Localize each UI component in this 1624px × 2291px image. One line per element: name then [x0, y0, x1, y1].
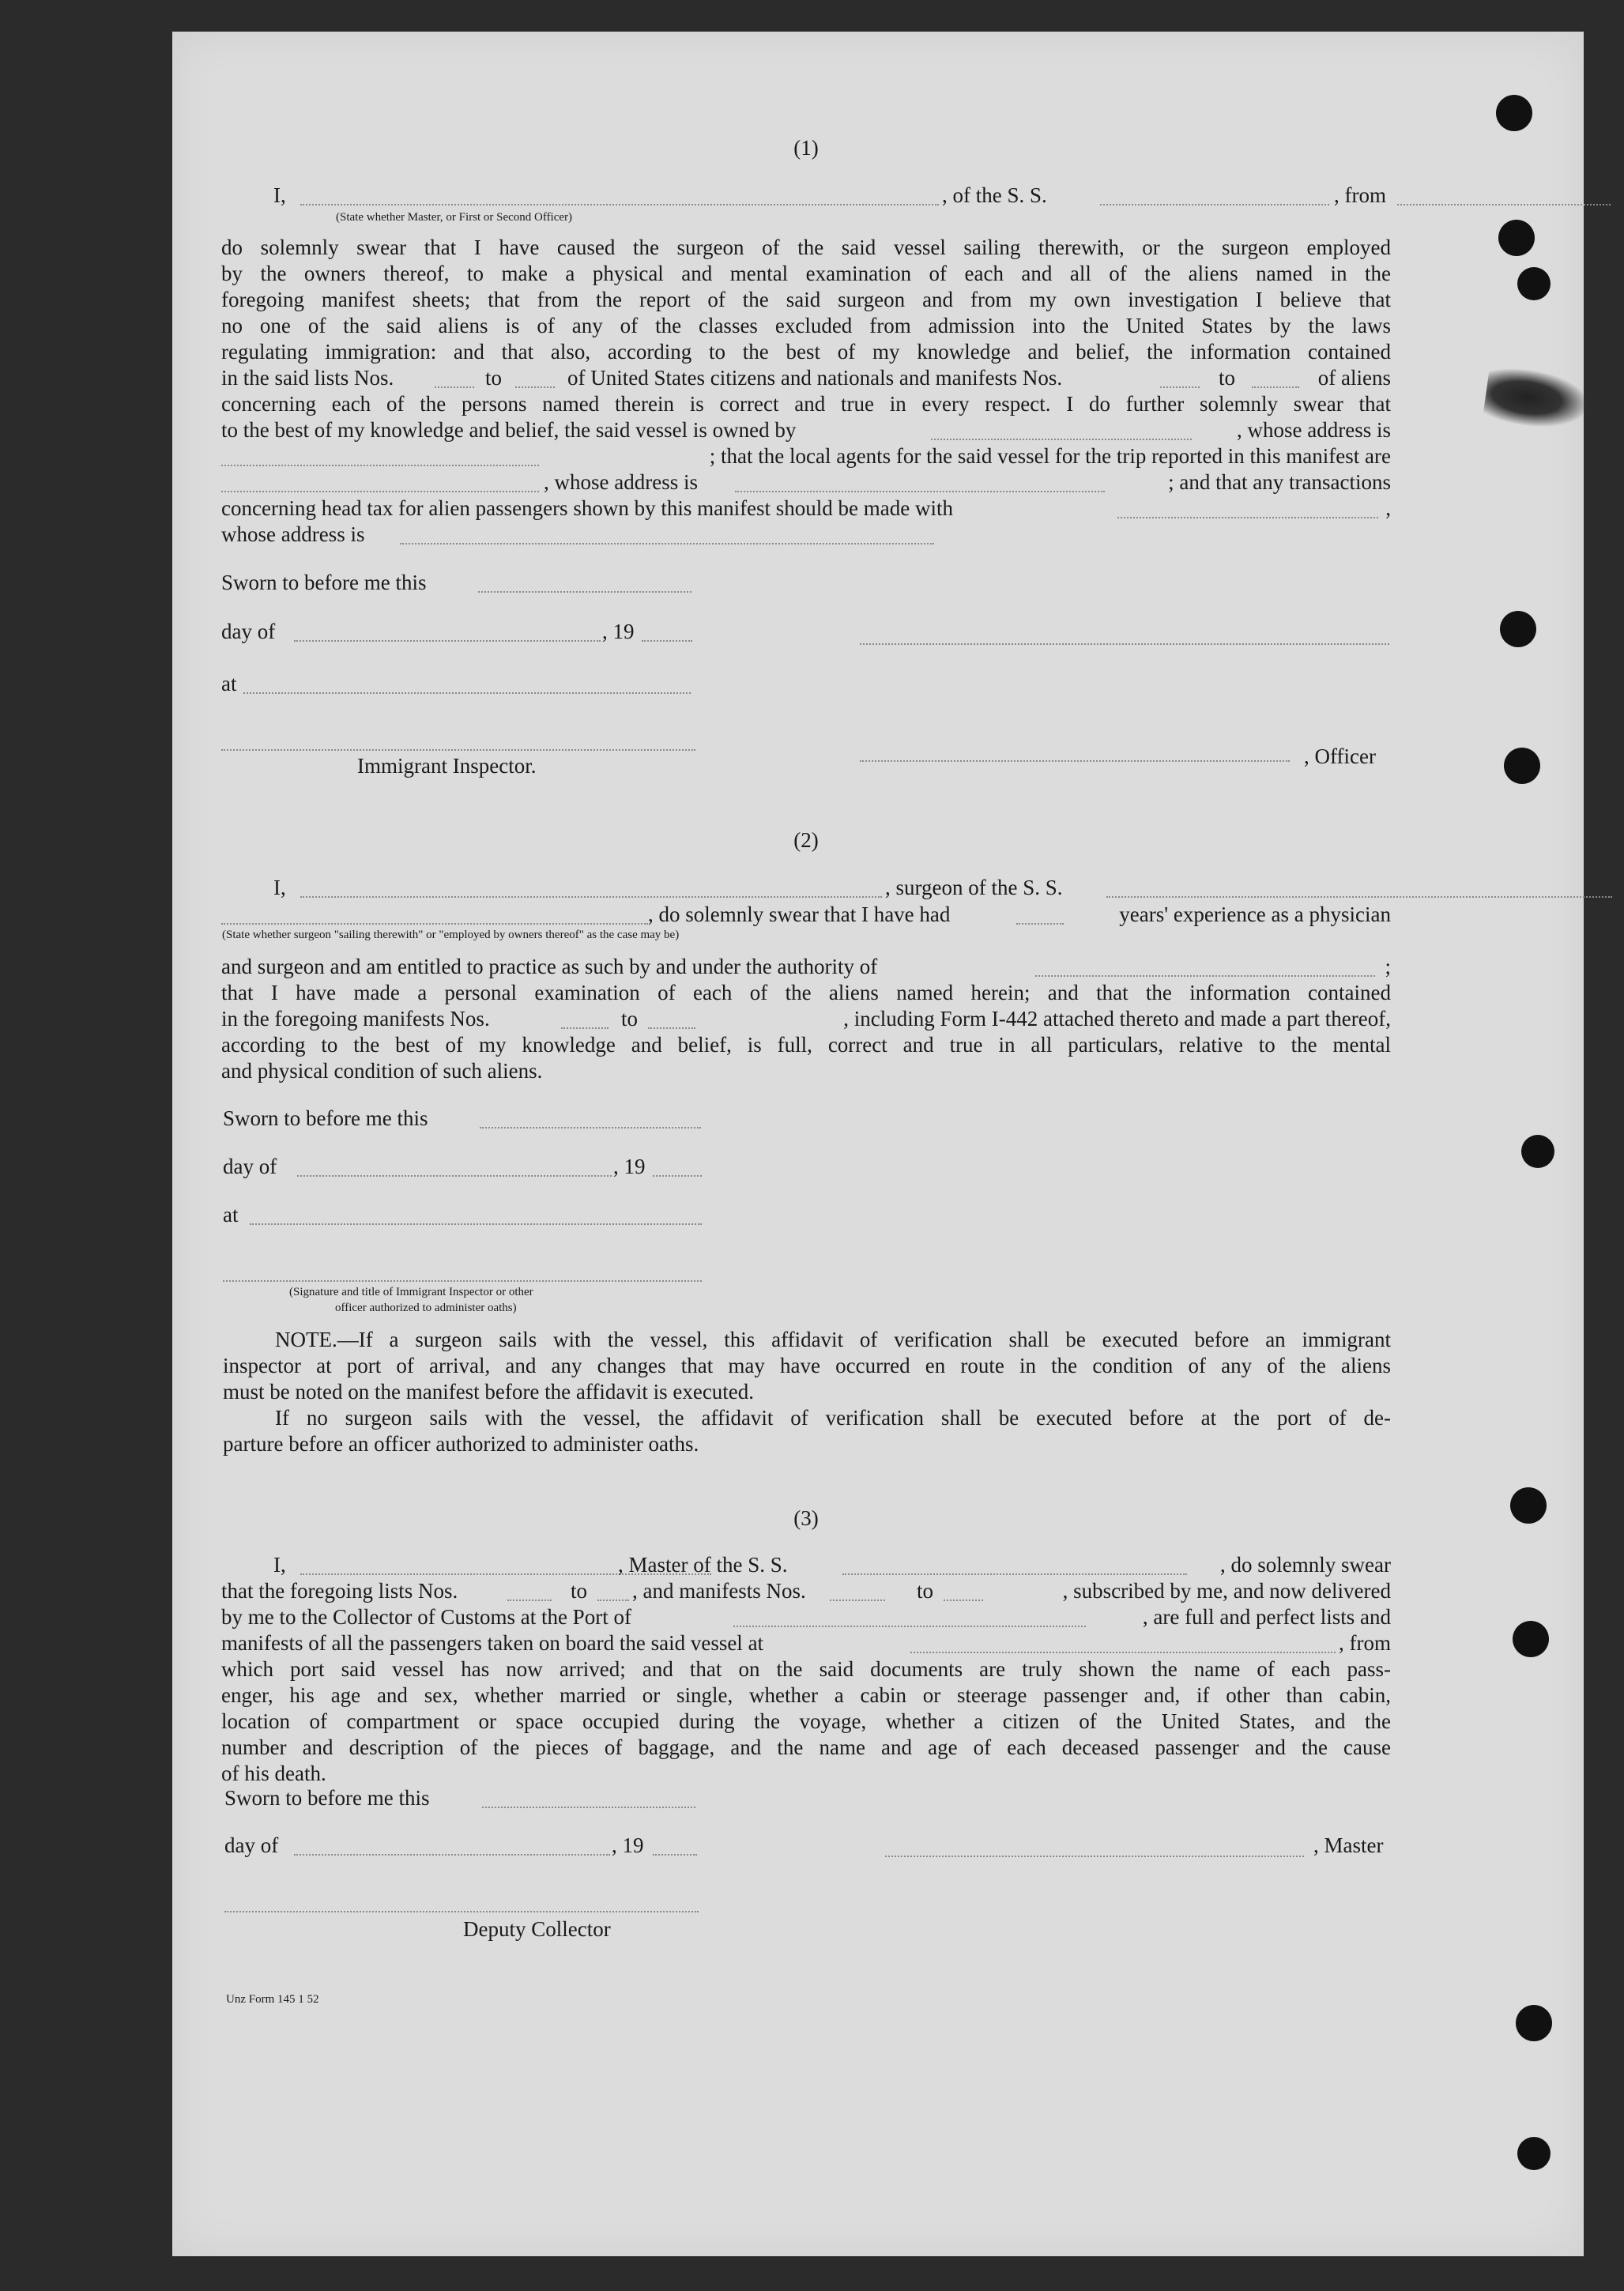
s1-agents-blank[interactable] — [221, 472, 539, 492]
s2-ss-label: , surgeon of the S. S. — [885, 876, 1063, 899]
section-1-number: (1) — [793, 136, 819, 160]
s2-body2-1: and physical condition of such aliens. — [221, 1059, 543, 1083]
binder-hole — [1500, 611, 1536, 647]
s3-year-blank[interactable] — [653, 1854, 697, 1856]
s3-year: , 19 — [612, 1833, 644, 1857]
s3-to2: to — [917, 1579, 934, 1603]
s1-day-blank[interactable] — [294, 640, 601, 642]
s1-head-tax-label: concerning head tax for alien passengers shown by this manifest should be made with — [221, 496, 954, 520]
s3-delivered-label: , subscribed by me, and now delivered — [1062, 1579, 1391, 1603]
s1-addr-label: whose address is — [221, 522, 365, 546]
s3-port-label: by me to the Collector of Customs at the Port of — [221, 1605, 631, 1629]
s2-day-blank[interactable] — [297, 1175, 612, 1177]
s3-manifest-from-blank[interactable] — [830, 1581, 885, 1601]
s3-body-3: number and description of the pieces of baggage, and the name and age of each deceased passenger and the cause — [221, 1735, 1391, 1759]
s1-officer-blank[interactable] — [300, 185, 939, 205]
s3-body-4: of his death. — [221, 1762, 326, 1785]
s2-sworn: Sworn to before me this — [223, 1106, 428, 1130]
s1-agents-address-blank[interactable] — [735, 472, 1105, 492]
s1-owner-address-label: , whose address is — [1237, 418, 1391, 442]
s1-head-tax-blank[interactable] — [1117, 498, 1378, 518]
s2-body-0: that I have made a personal examination of each of the aliens named herein; and that the information contained — [221, 981, 1391, 1004]
s1-manifest-from-blank[interactable] — [1160, 367, 1200, 388]
s1-head-tax-comma: , — [1385, 496, 1391, 520]
s3-sworn: Sworn to before me this — [224, 1786, 430, 1810]
s1-l1-i: I, — [273, 183, 286, 207]
s2-dayof: day of — [223, 1155, 277, 1178]
s1-body-4: regulating immigration: and that also, according to the best of my knowledge and belief, the information contained — [221, 340, 1391, 364]
binder-hole — [1517, 267, 1551, 300]
s3-dayof: day of — [224, 1833, 279, 1857]
s1-year-blank[interactable] — [642, 640, 692, 642]
s3-master-sign-blank[interactable] — [885, 1856, 1304, 1857]
s2-form-label: , including Form I-442 attached thereto and made a part thereof, — [843, 1007, 1391, 1031]
s1-owned-label: to the best of my knowledge and belief, the said vessel is owned by — [221, 418, 797, 442]
s1-body-1: by the owners thereof, to make a physical and mental examination of each and all of the aliens named in the — [221, 262, 1391, 285]
s1-nos-to: to — [485, 366, 503, 390]
s1-officer-label: , Officer — [1304, 744, 1376, 768]
s1-inspector-sign-blank[interactable] — [221, 749, 695, 751]
binder-hole — [1498, 220, 1535, 256]
s3-body-2: location of compartment or space occupied during the voyage, whether a citizen of the United States, and the — [221, 1709, 1391, 1733]
s1-officer-name-blank[interactable] — [860, 760, 1290, 762]
s2-year: , 19 — [613, 1155, 646, 1178]
s1-at-blank[interactable] — [243, 692, 691, 694]
s1-concerning: concerning each of the persons named therein is correct and true in every respect. I do further solemnly swear that — [221, 392, 1391, 416]
s2-years-blank[interactable] — [1016, 904, 1064, 925]
s1-dayof: day of — [221, 620, 276, 643]
s3-manifests-label: , and manifests Nos. — [632, 1579, 806, 1603]
s1-sworn-blank[interactable] — [478, 591, 691, 593]
s3-sworn-blank[interactable] — [482, 1807, 695, 1808]
s1-owner-address-blank[interactable] — [221, 446, 539, 466]
s1-list-to-blank[interactable] — [515, 367, 555, 388]
s2-manifests-label: in the foregoing manifests Nos. — [221, 1007, 490, 1031]
note-p2-1: parture before an officer authorized to administer oaths. — [223, 1432, 699, 1456]
s1-sworn: Sworn to before me this — [221, 571, 427, 594]
s1-at: at — [221, 672, 237, 695]
s3-manifest-to-blank[interactable] — [944, 1581, 983, 1601]
s2-l1-i: I, — [273, 876, 286, 899]
s2-years-label: years' experience as a physician — [1119, 902, 1391, 926]
binder-hole — [1517, 2137, 1551, 2170]
s2-at-blank[interactable] — [250, 1223, 702, 1225]
s3-swear-label: , do solemnly swear — [1220, 1553, 1391, 1577]
s1-nos-to2: to — [1219, 366, 1236, 390]
s2-sailing-note: (State whether surgeon "sailing therewith" or "employed by owners thereof" as the case may be) — [222, 929, 680, 941]
binder-hole — [1516, 2005, 1552, 2041]
s2-semicolon: ; — [1385, 955, 1391, 978]
binder-hole — [1513, 1621, 1549, 1657]
s3-port-blank[interactable] — [733, 1607, 1086, 1627]
s3-to: to — [571, 1579, 588, 1603]
s3-body-1: enger, his age and sex, whether married or single, whether a cabin or steerage passenger and, if other than cabin, — [221, 1683, 1391, 1707]
binder-hole — [1504, 748, 1540, 784]
binder-hole — [1521, 1135, 1554, 1168]
s2-manifest-from-blank[interactable] — [561, 1008, 609, 1029]
s3-ss-label: , Master of the S. S. — [618, 1553, 788, 1577]
s2-at: at — [223, 1203, 239, 1227]
s2-sworn-blank[interactable] — [480, 1127, 701, 1129]
s1-agents-address-label: , whose address is — [544, 470, 698, 494]
section-2-number: (2) — [793, 828, 819, 852]
s2-signature-blank[interactable] — [223, 1280, 702, 1282]
s1-ship-blank[interactable] — [1100, 185, 1329, 205]
s1-agents-label: ; that the local agents for the said vessel for the trip reported in this manifest are — [709, 444, 1391, 468]
s2-sig-note-0: (Signature and title of Immigrant Inspector or other — [289, 1286, 533, 1298]
s3-list-to-blank[interactable] — [597, 1581, 629, 1601]
s1-manifest-to-blank[interactable] — [1252, 367, 1299, 388]
note-p1-1: inspector at port of arrival, and any changes that may have occurred en route in the condition of any of the aliens — [223, 1354, 1391, 1377]
s3-board-port-blank[interactable] — [910, 1633, 1336, 1653]
s3-deputy-label: Deputy Collector — [463, 1917, 611, 1941]
s3-body-0: which port said vessel has now arrived; and that on the said documents are truly shown the name of each pass- — [221, 1657, 1391, 1681]
binder-hole — [1496, 95, 1532, 131]
s1-list-from-blank[interactable] — [435, 367, 474, 388]
s3-day-blank[interactable] — [294, 1854, 610, 1856]
s1-citizens-label: of United States citizens and nationals and manifests Nos. — [567, 366, 1063, 390]
s1-l1-from: , from — [1334, 183, 1386, 207]
s1-body-0: do solemnly swear that I have caused the surgeon of the said vessel sailing therewith, or the surgeon employed — [221, 236, 1391, 259]
s2-to: to — [621, 1007, 639, 1031]
s3-board-label: manifests of all the passengers taken on board the said vessel at — [221, 1631, 764, 1655]
s1-officer-sign-blank[interactable] — [860, 643, 1389, 645]
s2-swear-label: , do solemnly swear that I have had — [648, 902, 951, 926]
note-p2-0: If no surgeon sails with the vessel, the affidavit of verification shall be executed before at the port of de- — [275, 1406, 1391, 1430]
s3-deputy-sign-blank[interactable] — [224, 1911, 699, 1912]
s3-ship-blank[interactable] — [842, 1554, 1187, 1575]
s1-officer-note: (State whether Master, or First or Second Officer) — [336, 211, 573, 224]
s1-head-tax-address-blank[interactable] — [400, 524, 934, 544]
s1-inspector-label: Immigrant Inspector. — [357, 754, 537, 778]
s2-body2-0: according to the best of my knowledge and belief, is full, correct and true in all particulars, relative to the mental — [221, 1033, 1391, 1057]
s3-list-from-blank[interactable] — [507, 1581, 552, 1601]
s3-l1-i: I, — [273, 1553, 286, 1577]
s2-ship-blank[interactable] — [1106, 877, 1612, 898]
note-p1-0: NOTE.—If a surgeon sails with the vessel, this affidavit of verification shall be executed before an immigrant — [275, 1328, 1391, 1351]
s1-l1-ss: , of the S. S. — [942, 183, 1047, 207]
s3-master-label: , Master — [1313, 1833, 1384, 1857]
s1-body-2: foregoing manifest sheets; that from the report of the said surgeon and from my own investigation I believe that — [221, 288, 1391, 311]
s3-lists-perfect-label: , are full and perfect lists and — [1142, 1605, 1391, 1629]
s3-lists-label: that the foregoing lists Nos. — [221, 1579, 458, 1603]
s2-sig-note-1: officer authorized to administer oaths) — [335, 1302, 517, 1314]
s1-nos-label: in the said lists Nos. — [221, 366, 394, 390]
s3-from-label: , from — [1339, 1631, 1391, 1655]
s2-surgeon-name-blank[interactable] — [300, 877, 882, 898]
s2-year-blank[interactable] — [653, 1175, 702, 1177]
s2-manifest-to-blank[interactable] — [648, 1008, 695, 1029]
form-number: Unz Form 145 1 52 — [226, 1993, 319, 2006]
s2-authority-blank[interactable] — [1035, 956, 1375, 977]
s1-transactions-label: ; and that any transactions — [1168, 470, 1391, 494]
s2-sailing-blank[interactable] — [221, 904, 648, 925]
s1-owner-blank[interactable] — [931, 420, 1192, 440]
s1-from-blank[interactable] — [1397, 185, 1611, 205]
binder-hole — [1510, 1487, 1547, 1524]
s1-year: , 19 — [602, 620, 635, 643]
s1-aliens-label: of aliens — [1317, 366, 1391, 390]
note-p1-2: must be noted on the manifest before the affidavit is executed. — [223, 1380, 755, 1404]
section-3-number: (3) — [793, 1506, 819, 1530]
s2-authority-label: and surgeon and am entitled to practice as such by and under the authority of — [221, 955, 878, 978]
s1-body-3: no one of the said aliens is of any of the classes excluded from admission into the United States by the laws — [221, 314, 1391, 337]
